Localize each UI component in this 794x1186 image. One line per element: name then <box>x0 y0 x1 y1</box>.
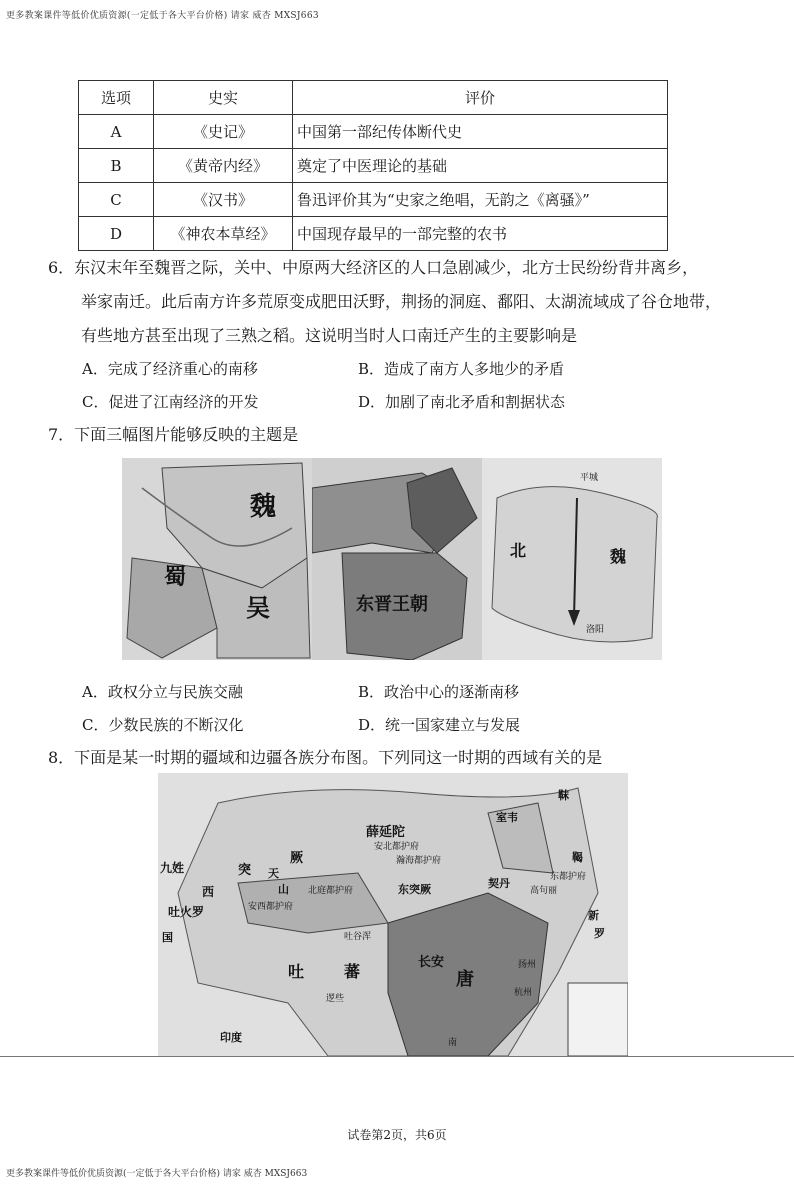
footer-watermark-note: 更多教案课件等低价优质资源(一定低于各大平台价格) 请家 威杏 MXSJ663 <box>6 1169 308 1179</box>
map-label-he: 鞨 <box>572 851 583 864</box>
table-cell: 奠定了中医理论的基础 <box>293 149 668 183</box>
map-label-nan: 南 <box>448 1038 458 1048</box>
map-label-guo: 国 <box>162 931 173 944</box>
table-cell: C <box>79 183 154 217</box>
map-label-tuyuhun: 吐谷浑 <box>344 932 372 942</box>
map-label-hangzhou: 杭州 <box>514 988 533 998</box>
option-d[interactable]: D．加剧了南北矛盾和割据状态 <box>358 393 566 411</box>
map-label-jiuxing: 九姓 <box>160 861 185 875</box>
map-label-jue: 厥 <box>290 851 304 866</box>
table-row <box>79 217 668 251</box>
map-label-shan: 山 <box>278 883 289 896</box>
question-line: 7．下面三幅图片能够反映的主题是 <box>48 425 299 444</box>
map-label-beiting: 北庭都护府 <box>308 886 354 896</box>
question-7-stem <box>48 418 298 452</box>
table-cell: 《黄帝内经》 <box>154 149 293 183</box>
map-label-wei-north: 魏 <box>610 547 627 566</box>
map-label-anbei: 安北都护府 <box>374 842 420 852</box>
table-header: 史实 <box>154 81 293 115</box>
map-label-shu: 蜀 <box>164 564 187 590</box>
map-label-bei: 北 <box>510 541 527 560</box>
header-watermark-note: 更多教案课件等低价优质资源(一定低于各大平台价格) 请家 威杏 MXSJ663 <box>6 11 319 21</box>
question-line: 有些地方甚至出现了三熟之稻。这说明当时人口南迁产生的主要影响是 <box>81 326 578 345</box>
map-label-wu: 吴 <box>246 593 270 622</box>
option-d[interactable]: D．统一国家建立与发展 <box>358 716 521 734</box>
table-row <box>79 183 668 217</box>
map-shapes <box>312 458 482 660</box>
map-label-eastern-jin: 东晋王朝 <box>356 594 428 615</box>
map-label-shiwei: 室韦 <box>496 811 518 824</box>
map-label-changan: 长安 <box>418 955 445 970</box>
table-cell: 《汉书》 <box>154 183 293 217</box>
map-label-gaogouli: 高句丽 <box>530 886 558 896</box>
table-cell: D <box>79 217 154 251</box>
question-line: 举家南迁。此后南方许多荒原变成肥田沃野，荆扬的洞庭、鄱阳、太湖流域成了谷仓地带， <box>81 292 722 311</box>
option-c[interactable]: C．促进了江南经济的开发 <box>82 393 259 411</box>
table-cell: A <box>79 115 154 149</box>
map-label-tubo-1: 吐 <box>288 962 305 981</box>
map-label-qidan: 契丹 <box>488 877 510 890</box>
table-cell: B <box>79 149 154 183</box>
map-label-luo: 罗 <box>594 927 605 940</box>
option-a[interactable]: A．完成了经济重心的南移 <box>82 360 258 378</box>
page-number: 试卷第2页，共6页 <box>347 1128 447 1142</box>
table-cell: 《史记》 <box>154 115 293 149</box>
table-row <box>79 115 668 149</box>
table-cell: 《神农本草经》 <box>154 217 293 251</box>
map-label-hanhai: 瀚海都护府 <box>396 856 442 866</box>
map-label-xi: 西 <box>202 885 215 899</box>
map-label-india: 印度 <box>220 1031 242 1044</box>
map-label-dongdu: 东都护府 <box>550 872 587 882</box>
page-divider <box>0 1056 794 1057</box>
map-label-wei: 魏 <box>250 492 277 522</box>
table-header: 评价 <box>293 81 668 115</box>
map-label-anxi: 安西都护府 <box>248 902 294 912</box>
map-shapes <box>158 773 628 1056</box>
map-label-tu: 突 <box>238 863 252 878</box>
tang-territory-map <box>158 773 628 1056</box>
table-cell: 中国现存最早的一部完整的农书 <box>293 217 668 251</box>
map-label-mo: 靺 <box>558 789 569 802</box>
northern-wei-map <box>482 458 662 660</box>
map-label-luoyang: 洛阳 <box>586 625 605 635</box>
map-label-tian: 天 <box>268 867 279 880</box>
eastern-jin-map <box>312 458 482 660</box>
option-a[interactable]: A．政权分立与民族交融 <box>82 683 243 701</box>
option-b[interactable]: B．造成了南方人多地少的矛盾 <box>358 360 565 378</box>
map-label-tubo-2: 蕃 <box>344 962 361 981</box>
option-b[interactable]: B．政治中心的逐渐南移 <box>358 683 520 701</box>
table-cell: 鲁迅评价其为“史家之绝唱，无韵之《离骚》” <box>293 183 668 217</box>
question-line: 6．东汉末年至魏晋之际，关中、中原两大经济区的人口急剧减少，北方士民纷纷背井离乡， <box>48 258 699 277</box>
table-row <box>79 149 668 183</box>
map-label-pingcheng: 平城 <box>580 473 599 483</box>
map-label-tang: 唐 <box>456 969 474 990</box>
question-8-stem <box>48 741 602 775</box>
option-c[interactable]: C．少数民族的不断汉化 <box>82 716 244 734</box>
options-table <box>78 80 668 251</box>
three-kingdoms-map <box>122 458 312 660</box>
map-label-luoxie: 逻些 <box>326 994 345 1004</box>
map-label-xueyantuo: 薛延陀 <box>366 825 406 840</box>
map-label-dongtujue: 东突厥 <box>398 883 431 896</box>
table-cell: 中国第一部纪传体断代史 <box>293 115 668 149</box>
map-shapes <box>122 458 312 660</box>
map-shapes <box>482 458 662 660</box>
map-label-tuhuoluo: 吐火罗 <box>168 905 205 919</box>
map-label-yangzhou: 扬州 <box>518 960 537 970</box>
map-label-xin: 新 <box>588 909 599 922</box>
table-header: 选项 <box>79 81 154 115</box>
question-line: 8．下面是某一时期的疆域和边疆各族分布图。下列同这一时期的西域有关的是 <box>48 748 603 767</box>
question-6-stem <box>48 251 721 353</box>
